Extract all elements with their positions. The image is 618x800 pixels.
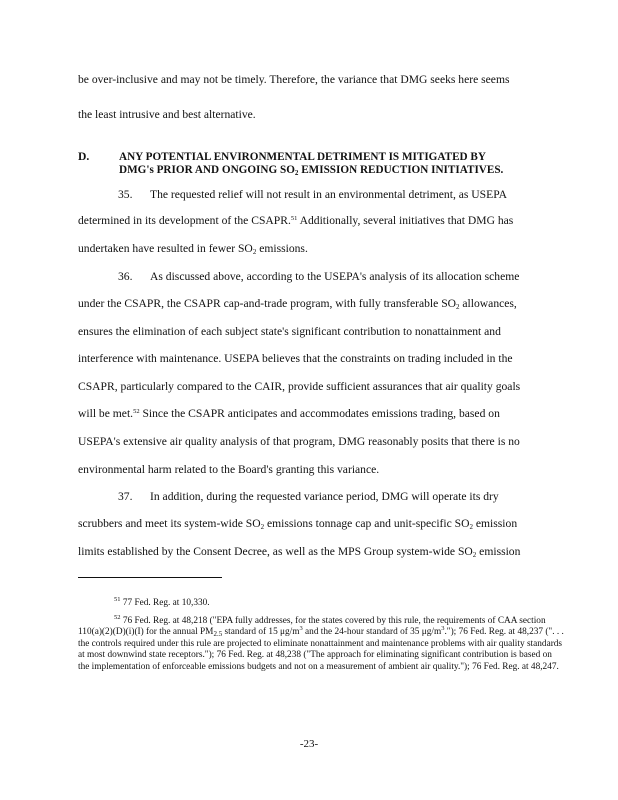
p35-line-1: The requested relief will not result in an environmental detriment, as USEPA	[150, 188, 507, 201]
paragraph-number-37: 37.	[118, 490, 133, 503]
p36-line-4: interference with maintenance. USEPA believes that the constraints on trading included in the	[78, 352, 513, 365]
footnote-51: $^{51}$ 77 Fed. Reg. at 10,330.	[114, 596, 210, 608]
p35-line-2: determined in its development of the CSAPR.$^{51}$ Additionally, several initiatives that DMG has	[78, 214, 514, 227]
footnote-separator	[78, 577, 222, 578]
p35-line-3: undertaken have resulted in fewer $SO_2$ emissions.	[78, 242, 308, 256]
section-heading-line-1: ANY POTENTIAL ENVIRONMENTAL DETRIMENT IS MITIGATED BY	[119, 151, 486, 163]
p36-line-5: CSAPR, particularly compared to the CAIR, provide sufficient assurances that air quality goals	[78, 380, 521, 393]
p36-line-7: USEPA's extensive air quality analysis of that program, DMG reasonably posits that there is no	[78, 435, 520, 448]
p36-line-1: As discussed above, according to the USEPA's analysis of its allocation scheme	[150, 270, 520, 283]
page-number: -23-	[299, 738, 319, 750]
p37-line-1: In addition, during the requested variance period, DMG will operate its dry	[150, 490, 499, 503]
paragraph-continuation-line-1: be over-inclusive and may not be timely. Therefore, the variance that DMG seeks here seems	[78, 73, 510, 86]
section-letter: D.	[78, 150, 90, 163]
section-heading-line-2: DMG's PRIOR AND ONGOING $SO_2$ EMISSION REDUCTION INITIATIVES.	[119, 164, 504, 177]
p36-line-8: environmental harm related to the Board's granting this variance.	[78, 463, 380, 476]
p36-line-3: ensures the elimination of each subject state's significant contribution to nonattainment and	[78, 325, 501, 338]
p36-line-6: will be met.$^{52}$ Since the CSAPR anticipates and accommodates emissions trading, based on	[78, 407, 500, 420]
paragraph-number-35: 35.	[118, 188, 133, 201]
footnote-ref-52[interactable]: 52	[133, 408, 140, 415]
footnote-52: $^{52}$ 76 Fed. Reg. at 48,218 ("EPA fully addresses, for the states covered by this rule, the requirements of CAA section 110(a)(2)(D)(i)(I) for the annual $PM_{2.5}$ standard of 15 $\mu g/m^3$ and the 24-hour standard of 35 $\mu g/m^3$."); 76 Fed. Reg. at 48,237 (". . . the controls required under this rule are projected to eliminate nonattainment and maintenance problems with air quality standards at most downwind state receptors."); 76 Fed. Reg. at 48,238 ("The approach for eliminating significant contribution is based on the implementation of enforceable emissions budgets and not on a measurement of ambient air quality."); 76 Fed. Reg. at 48,247.	[78, 614, 564, 672]
footnote-ref-51[interactable]: 51	[290, 215, 298, 222]
paragraph-number-36: 36.	[118, 270, 133, 283]
p36-line-2: under the CSAPR, the CSAPR cap-and-trade program, with fully transferable $SO_2$ allowances,	[78, 297, 517, 311]
p37-line-2: scrubbers and meet its system-wide $SO_2$ emissions tonnage cap and unit-specific $SO_2$ emission	[78, 517, 518, 531]
paragraph-continuation-line-2: the least intrusive and best alternative.	[78, 108, 256, 121]
p37-line-3: limits established by the Consent Decree, as well as the MPS Group system-wide $SO_2$ emission	[78, 545, 521, 559]
